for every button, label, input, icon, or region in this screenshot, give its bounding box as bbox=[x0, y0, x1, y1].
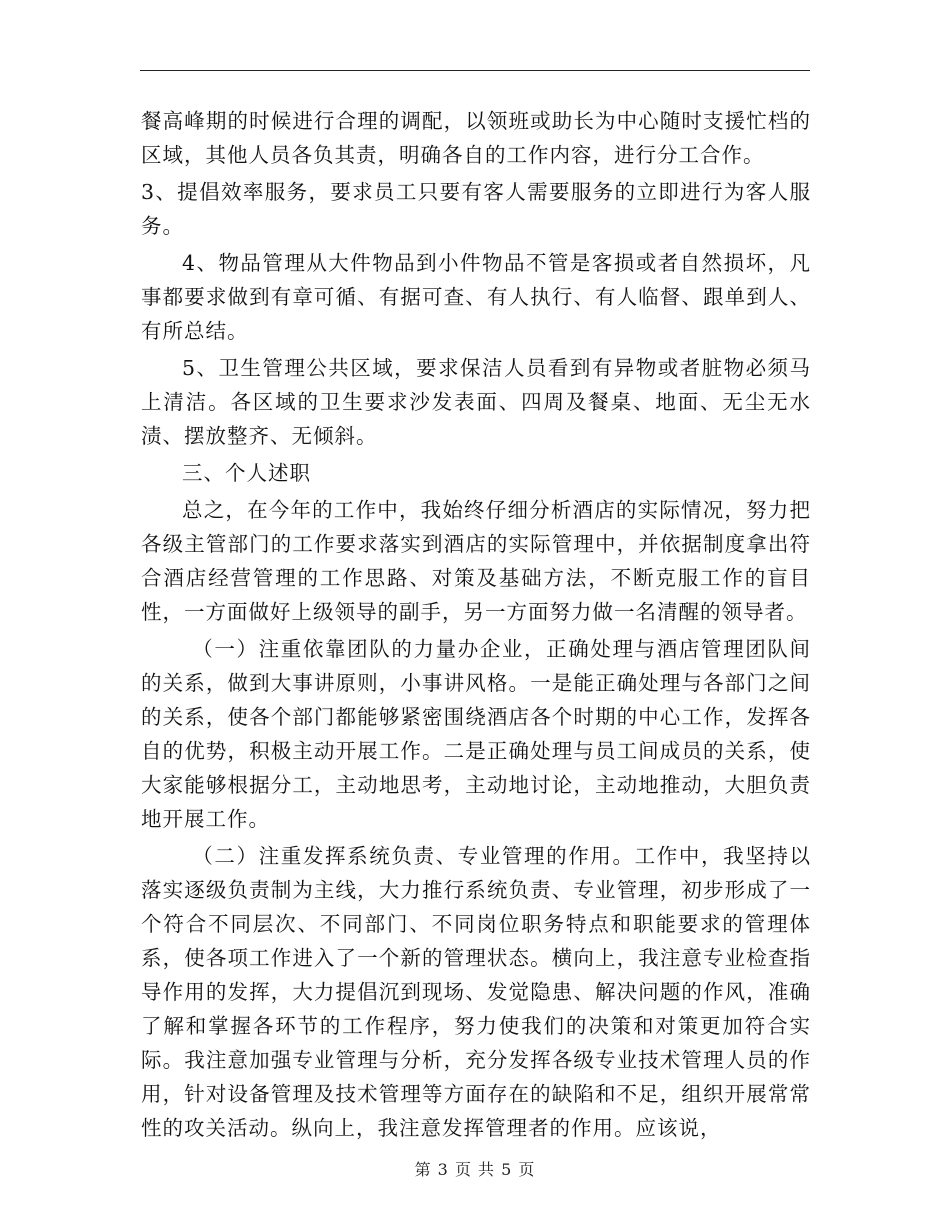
header-rule bbox=[140, 70, 810, 71]
paragraph-item-5: 5、卫生管理公共区域，要求保洁人员看到有异物或者脏物必须马上清洁。各区域的卫生要求沙发表面、四周及餐桌、地面、无尘无水渍、摆放整齐、无倾斜。 bbox=[141, 356, 811, 448]
section-heading: 三、个人述职 bbox=[182, 461, 311, 485]
page-number: 第 3 页 共 5 页 bbox=[414, 1160, 536, 1179]
paragraph-point-2: （二）注重发挥系统负责、专业管理的作用。工作中，我坚持以落实逐级负责制为主线，大力推行系统负责、专业管理，初步形成了一个符合不同层次、不同部门、不同岗位职务特点和职能要求的管理体系，使各项工作进入了一个新的管理状态。横向上，我注意专业检查指导作用的发挥，大力提倡沉到现场、发觉隐患、解决问题的作风，准确了解和掌握各环节的工作程序，努力使我们的决策和对策更加符合实际。我注意加强专业管理与分析，充分发挥各级专业技术管理人员的作用，针对设备管理及技术管理等方面存在的缺陷和不足，组织开展常常性的攻关活动。纵向上，我注意发挥管理者的作用。应该说， bbox=[141, 844, 811, 1140]
paragraph-summary: 总之，在今年的工作中，我始终仔细分析酒店的实际情况，努力把各级主管部门的工作要求落实到酒店的实际管理中，并依据制度拿出符合酒店经营管理的工作思路、对策及基础方法，不断克服工作的盲目性，一方面做好上级领导的副手，另一方面努力做一名清醒的领导者。 bbox=[141, 498, 811, 624]
document-body bbox=[141, 104, 811, 1148]
paragraph-item-3: 3、提倡效率服务，要求员工只要有客人需要服务的立即进行为客人服务。 bbox=[141, 180, 811, 238]
paragraph-item-4: 4、物品管理从大件物品到小件物品不管是客损或者自然损坏，凡事都要求做到有章可循、有据可查、有人执行、有人临督、跟单到人、有所总结。 bbox=[141, 251, 811, 343]
paragraph-point-1: （一）注重依靠团队的力量办企业，正确处理与酒店管理团队间的关系，做到大事讲原则，小事讲风格。一是能正确处理与各部门之间的关系，使各个部门都能够紧密围绕酒店各个时期的中心工作，发挥各自的优势，积极主动开展工作。二是正确处理与员工间成员的关系，使大家能够根据分工，主动地思考，主动地讨论，主动地推动，大胆负责地开展工作。 bbox=[141, 637, 811, 831]
paragraph-continuation: 餐高峰期的时候进行合理的调配，以领班或助长为中心随时支援忙档的区域，其他人员各负其责，明确各自的工作内容，进行分工合作。 bbox=[141, 109, 811, 167]
